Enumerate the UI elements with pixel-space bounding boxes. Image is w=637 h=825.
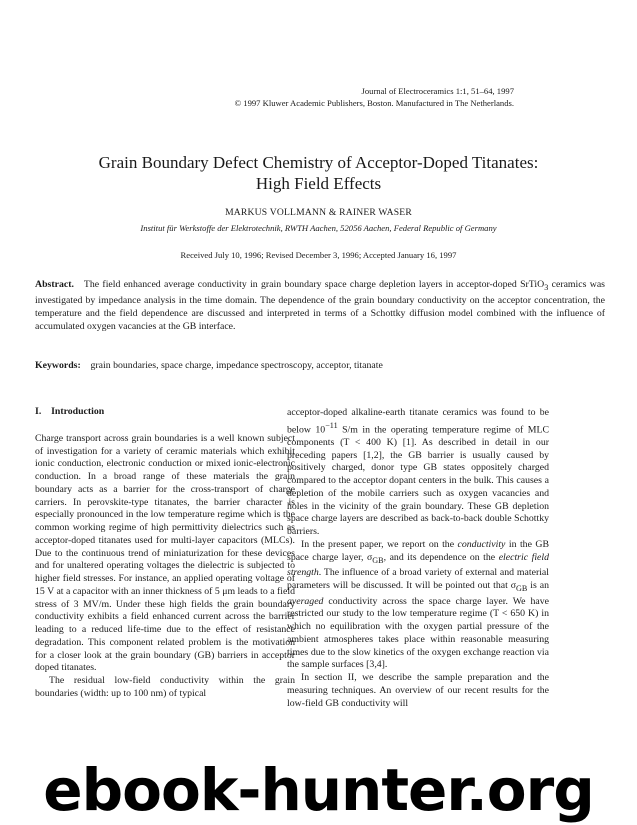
journal-citation bbox=[235, 86, 514, 109]
section-number: I. bbox=[35, 406, 42, 417]
text-run: conductivity across the space charge layer. We have restricted our study to the low temperature regime (T < 650 K) in which no equilibration with the oxygen partial pressure of the ambient atmospheres takes place within reasonable measuring times due to the slow kinetics of the oxygen exchange reaction via the sample surfaces [3,4]. bbox=[287, 595, 549, 671]
abstract bbox=[35, 279, 605, 334]
emphasis: conductivity bbox=[457, 538, 506, 550]
text-run: in the GB space charge layer, σ bbox=[287, 538, 549, 563]
title-line-1: Grain Boundary Defect Chemistry of Acceptor-Doped Titanates: bbox=[98, 153, 539, 172]
keywords-label: Keywords: bbox=[35, 360, 81, 371]
paragraph bbox=[287, 407, 549, 539]
paragraph: Charge transport across grain boundaries is a well known subject of investigation for a variety of ceramic materials which exhibit ionic conduction, electronic conduction or mixed ionic-electronic conduction. In a broad range of these materials the grain boundary acts as a barrier for the cross-transport of charge carriers. In perovskite-type titanates, the barrier character is especially pronounced in the low temperature regime which is the common working regime of high permittivity dielectrics such as acceptor-doped titanates used for multi-layer capacitors (MLCs). Due to the continuous trend of miniaturization for these devices and for unaltered operating voltages the dielectric is subjected to higher field stresses. For instance, an applied operating voltage of 15 V at a capacitor with an inner thickness of 5 μm leads to a field stress of 3 MV/m. Under these high fields the grain boundary conductivity exhibits a field enhanced current across the barrier leading to a reduced life-time due to the effect of resistance degradation. This component related problem is the motivation for a closer look at the grain boundary (GB) barriers in acceptor doped titanates. bbox=[35, 432, 295, 674]
copyright-line: © 1997 Kluwer Academic Publishers, Boston. Manufactured in The Netherlands. bbox=[234, 97, 514, 108]
abstract-label: Abstract. bbox=[35, 279, 74, 290]
text-run: In the present paper, we report on the bbox=[301, 538, 458, 550]
paragraph: The residual low-field conductivity within the grain boundaries (width: up to 100 nm) of typical bbox=[35, 675, 295, 699]
keywords-text: grain boundaries, space charge, impedance spectroscopy, acceptor, titanate bbox=[90, 360, 383, 371]
text-run: , and its dependence on the bbox=[383, 551, 499, 563]
paper-title bbox=[0, 152, 637, 194]
paragraph bbox=[287, 539, 549, 672]
authors: MARKUS VOLLMANN & RAINER WASER bbox=[225, 207, 412, 218]
subscript: GB bbox=[372, 555, 384, 565]
section-title: Introduction bbox=[51, 406, 105, 417]
journal-line: Journal of Electroceramics 1:1, 51–64, 1997 bbox=[361, 86, 514, 96]
left-column bbox=[35, 406, 295, 701]
text-run: is an bbox=[527, 579, 549, 591]
superscript: −11 bbox=[325, 420, 338, 430]
abstract-text-b: ceramics was investigated by impedance analysis in the time domain. The dependence of the grain boundary conductivity on the acceptor concentration, the temperature and the field dependence are discussed and interpreted in terms of a Schottky diffusion model combined with the influence of accumulated oxygen vacancies at the GB interface. bbox=[35, 279, 605, 332]
paragraph: In section II, we describe the sample preparation and the measuring techniques. An overview of our recent results for the low-field GB conductivity will bbox=[287, 672, 549, 709]
affiliation: Institut für Werkstoffe der Elektrotechnik, RWTH Aachen, 52056 Aachen, Federal Republic of Germany bbox=[140, 223, 497, 233]
emphasis: electric field strength bbox=[287, 551, 550, 579]
emphasis: averaged bbox=[287, 595, 324, 607]
abstract-subscript: 3 bbox=[544, 282, 549, 292]
watermark: ebook-hunter.org bbox=[43, 756, 594, 824]
right-column bbox=[287, 407, 549, 710]
abstract-text-a: The field enhanced average conductivity in grain boundary space charge depletion layers in acceptor-doped SrTiO bbox=[83, 279, 545, 290]
text-run: acceptor-doped alkaline-earth titanate ceramics was found to be below 10 bbox=[287, 407, 549, 436]
keywords bbox=[35, 360, 605, 371]
title-line-2: High Field Effects bbox=[255, 174, 382, 193]
section-heading bbox=[35, 406, 295, 419]
received-dates: Received July 10, 1996; Revised December 3, 1996; Accepted January 16, 1997 bbox=[180, 250, 457, 260]
subscript: GB bbox=[516, 583, 528, 593]
text-run: . The influence of a broad variety of external and material parameters will be discussed. It will be pointed out that σ bbox=[287, 567, 549, 591]
text-run: S/m in the operating temperature regime of MLC components (T < 400 K) [1]. As described in detail in our preceding papers [1,2], the GB barrier is usually caused by positively charged, donor type GB states oppositely charged compared to the acceptor dopant centers in the bulk. This causes a depletion of the mobile carriers such as oxygen vacancies and holes in the vicinity of the grain boundary. These GB depletion space charge layers are described as back-to-back double Schottky barriers. bbox=[287, 424, 549, 538]
